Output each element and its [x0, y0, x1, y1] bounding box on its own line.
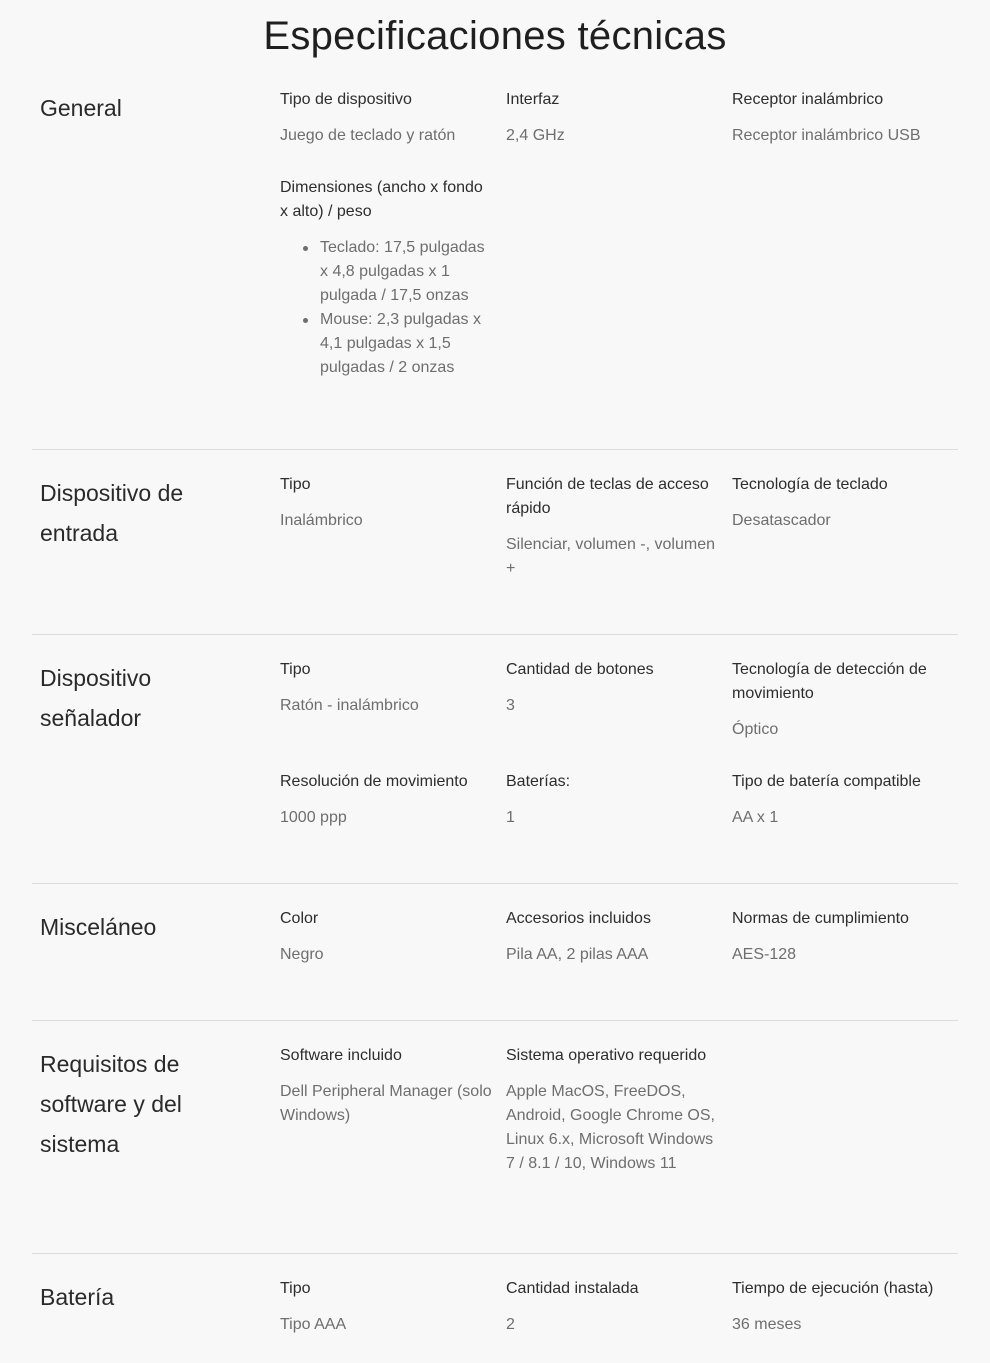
spec-value: Negro — [280, 946, 324, 963]
spec-item — [506, 1277, 721, 1337]
spec-value: Dell Peripheral Manager (solo Windows) — [280, 1083, 492, 1124]
spec-label: Tipo — [280, 661, 311, 678]
spec-label: Tipo de dispositivo — [280, 91, 412, 108]
section-heading: Batería — [40, 1284, 115, 1310]
spec-item — [506, 1044, 721, 1176]
spec-item — [732, 907, 947, 967]
spec-item — [280, 658, 495, 718]
section-divider — [32, 1253, 958, 1254]
section-heading: Requisitos de software y del sistema — [40, 1051, 182, 1157]
section-divider — [32, 449, 958, 450]
spec-label: Receptor inalámbrico — [732, 91, 884, 108]
section-heading: Dispositivo señalador — [40, 665, 152, 731]
section-divider — [32, 1020, 958, 1021]
section-heading: Dispositivo de entrada — [40, 480, 184, 546]
spec-value: 2 — [506, 1316, 515, 1333]
spec-value: AA x 1 — [732, 809, 779, 826]
spec-label: Cantidad instalada — [506, 1280, 639, 1297]
spec-label: Tipo de batería compatible — [732, 773, 921, 790]
spec-item — [506, 473, 721, 581]
spec-value: Receptor inalámbrico USB — [732, 127, 921, 144]
spec-item — [732, 1277, 947, 1337]
spec-item — [506, 88, 721, 148]
spec-label: Cantidad de botones — [506, 661, 654, 678]
spec-value: 1 — [506, 809, 515, 826]
spec-label: Accesorios incluidos — [506, 910, 651, 927]
spec-item — [280, 88, 495, 148]
list-item: Mouse: 2,3 pulgadas x 4,1 pulgadas x 1,5 pulgadas / 2 onzas — [320, 308, 495, 380]
spec-value: 36 meses — [732, 1316, 802, 1333]
spec-item — [732, 658, 947, 742]
spec-label: Software incluido — [280, 1047, 402, 1064]
spec-value: Silenciar, volumen -, volumen + — [506, 536, 715, 577]
spec-label: Dimensiones (ancho x fondo x alto) / peso — [280, 179, 483, 220]
spec-label: Tipo — [280, 1280, 311, 1297]
spec-value: Ratón - inalámbrico — [280, 697, 419, 714]
section-divider — [32, 634, 958, 635]
spec-value: 1000 ppp — [280, 809, 347, 826]
section-divider — [32, 883, 958, 884]
spec-value-list — [280, 236, 495, 380]
spec-label: Tecnología de detección de movimiento — [732, 661, 927, 702]
spec-label: Sistema operativo requerido — [506, 1047, 707, 1064]
spec-label: Interfaz — [506, 91, 560, 108]
spec-item — [280, 176, 495, 380]
spec-label: Baterías: — [506, 773, 571, 790]
spec-value: Pila AA, 2 pilas AAA — [506, 946, 649, 963]
spec-item — [732, 770, 947, 830]
spec-label: Normas de cumplimiento — [732, 910, 909, 927]
spec-item — [506, 658, 721, 718]
spec-value: Juego de teclado y ratón — [280, 127, 456, 144]
spec-item — [506, 770, 721, 830]
spec-value: Apple MacOS, FreeDOS, Android, Google Chrome OS, Linux 6.x, Microsoft Windows 7 / 8.1 / 10, Windows 11 — [506, 1083, 715, 1172]
list-item: Teclado: 17,5 pulgadas x 4,8 pulgadas x 1 pulgada / 17,5 onzas — [320, 236, 495, 308]
spec-label: Tiempo de ejecución (hasta) — [732, 1280, 934, 1297]
spec-item — [732, 473, 947, 533]
section-heading: Misceláneo — [40, 914, 157, 940]
spec-value: Óptico — [732, 721, 779, 738]
spec-label: Función de teclas de acceso rápido — [506, 476, 709, 517]
spec-value: AES-128 — [732, 946, 797, 963]
spec-label: Resolución de movimiento — [280, 773, 468, 790]
spec-item — [280, 907, 495, 967]
page-title: Especificaciones técnicas — [263, 14, 727, 58]
spec-value: 3 — [506, 697, 515, 714]
spec-value: Inalámbrico — [280, 512, 363, 529]
spec-item — [732, 88, 947, 148]
spec-label: Tecnología de teclado — [732, 476, 888, 493]
spec-label: Tipo — [280, 476, 311, 493]
spec-item — [280, 1044, 495, 1128]
spec-value: Tipo AAA — [280, 1316, 347, 1333]
spec-item — [280, 770, 495, 830]
spec-item — [280, 473, 495, 533]
section-heading: General — [40, 95, 122, 121]
spec-value: Desatascador — [732, 512, 831, 529]
spec-item — [280, 1277, 495, 1337]
spec-value: 2,4 GHz — [506, 127, 565, 144]
spec-item — [506, 907, 721, 967]
spec-label: Color — [280, 910, 319, 927]
